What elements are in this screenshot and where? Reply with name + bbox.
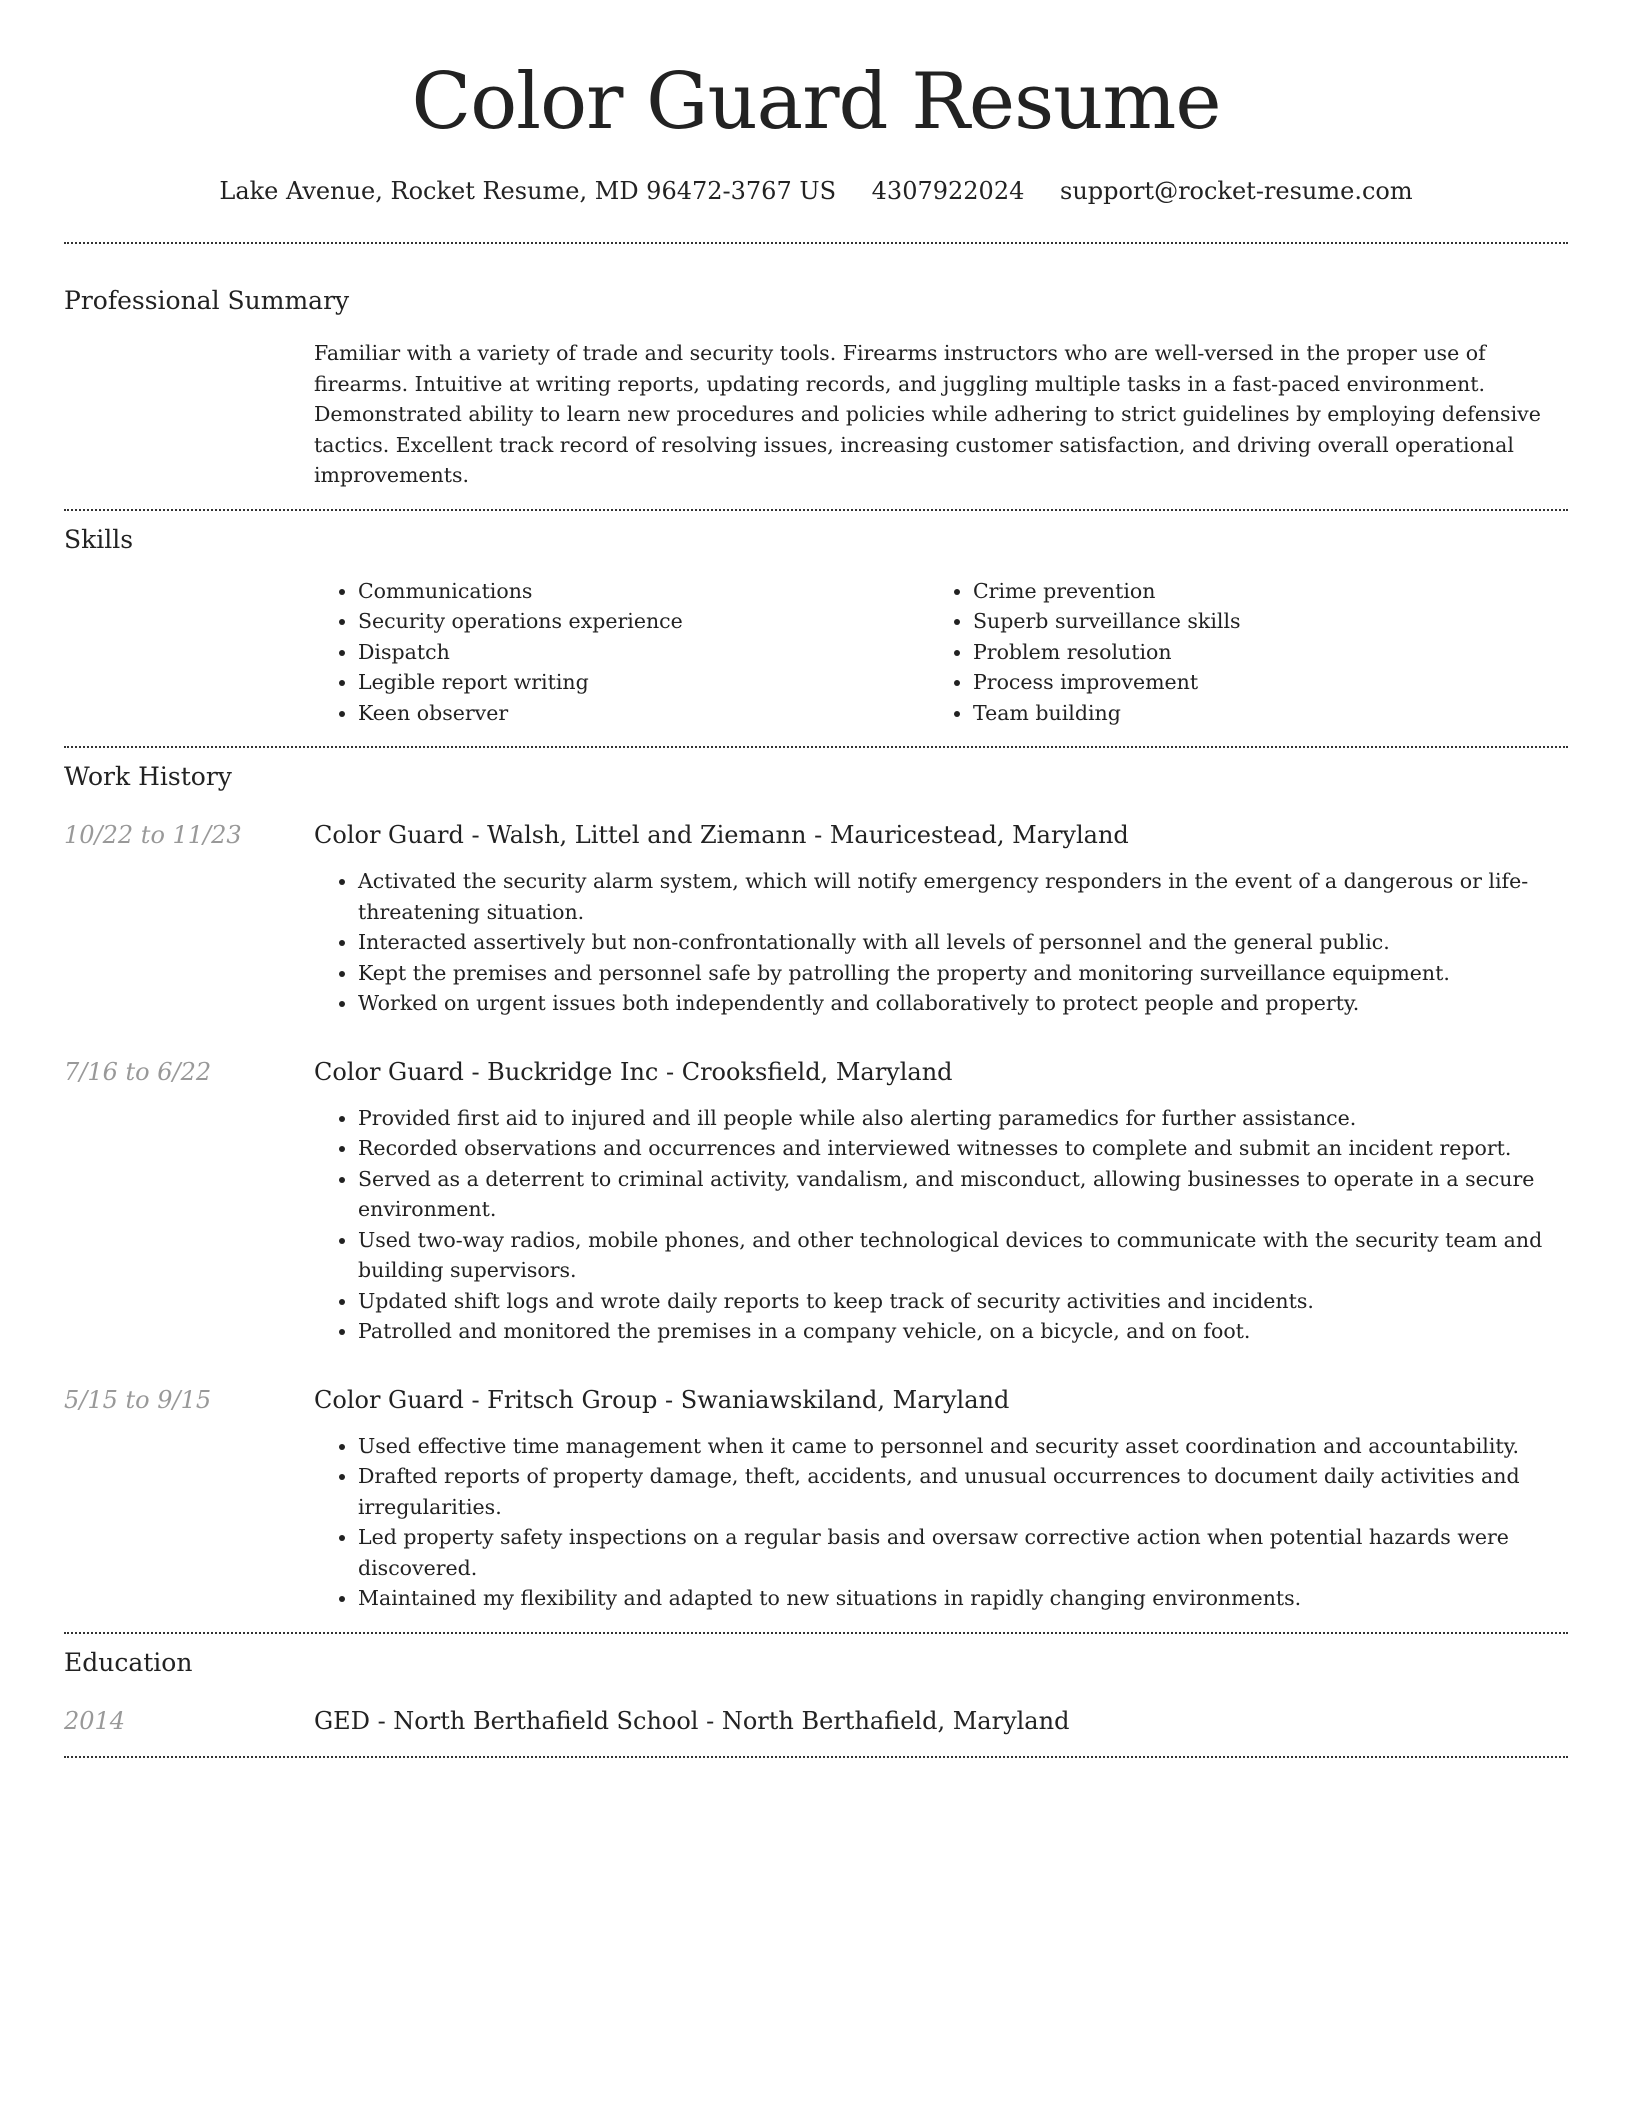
education-title: GED - North Berthafield School - North Berthafield, Maryland — [314, 1706, 1070, 1735]
section-title-skills: Skills — [64, 524, 134, 554]
job-entry — [64, 1055, 1568, 1347]
job-date: 7/16 to 6/22 — [64, 1057, 212, 1086]
job-bullet: • Activated the security alarm system, which will notify emergency responders in the event of a dangerous or life-threatening situation. — [358, 866, 1568, 927]
job-bullet: • Used two-way radios, mobile phones, and other technological devices to communicate with the security team and building supervisors. — [358, 1225, 1568, 1286]
skills-section — [64, 511, 1568, 729]
education-entry — [64, 1704, 1568, 1738]
education-date: 2014 — [64, 1706, 126, 1735]
job-bullet: • Updated shift logs and wrote daily reports to keep track of security activities and incidents. — [358, 1286, 1568, 1317]
job-bullet: • Led property safety inspections on a regular basis and oversaw corrective action when potential hazards were discovered. — [358, 1522, 1568, 1583]
job-bullet: • Interacted assertively but non-confrontationally with all levels of personnel and the general public. — [358, 927, 1568, 958]
section-title-summary: Professional Summary — [64, 286, 350, 315]
job-bullet: • Used effective time management when it came to personnel and security asset coordination and accountability. — [358, 1431, 1568, 1462]
job-bullet: • Patrolled and monitored the premises in a company vehicle, on a bicycle, and on foot. — [358, 1316, 1568, 1347]
skill-item: • Team building — [973, 698, 1543, 729]
job-date: 5/15 to 9/15 — [64, 1385, 212, 1414]
contact-phone: 4307922024 — [871, 177, 1025, 205]
job-date: 10/22 to 11/23 — [64, 821, 242, 849]
job-entry — [64, 1383, 1568, 1614]
job-bullet: • Worked on urgent issues both independently and collaboratively to protect people and property. — [358, 988, 1568, 1019]
skill-item: • Dispatch — [358, 637, 929, 668]
job-entry — [64, 818, 1568, 1019]
skill-item: • Process improvement — [973, 667, 1543, 698]
skill-item: • Crime prevention — [973, 576, 1543, 607]
job-bullet: • Drafted reports of property damage, theft, accidents, and unusual occurrences to document daily activities and irregularities. — [358, 1461, 1568, 1522]
contact-address: Lake Avenue, Rocket Resume, MD 96472-3767 US — [219, 177, 837, 205]
job-bullet: • Recorded observations and occurrences and interviewed witnesses to complete and submit an incident report. — [358, 1133, 1568, 1164]
job-bullets — [314, 1103, 1568, 1347]
contact-line — [64, 174, 1568, 208]
skill-item: • Communications — [358, 576, 929, 607]
summary-section — [64, 244, 1568, 491]
work-section — [64, 748, 1568, 1614]
skill-item: • Keen observer — [358, 698, 929, 729]
education-section — [64, 1634, 1568, 1738]
job-title: Color Guard - Fritsch Group - Swaniawskiland, Maryland — [314, 1385, 1010, 1414]
skills-list-left — [314, 576, 929, 729]
skill-item: • Security operations experience — [358, 606, 929, 637]
contact-email: support@rocket-resume.com — [1060, 177, 1413, 205]
job-title: Color Guard - Walsh, Littel and Ziemann - Mauricestead, Maryland — [314, 821, 1129, 849]
resume-title: Color Guard Resume — [411, 57, 1221, 147]
job-bullets — [314, 866, 1568, 1019]
skill-item: • Superb surveillance skills — [973, 606, 1543, 637]
skill-item: • Problem resolution — [973, 637, 1543, 668]
job-bullet: • Served as a deterrent to criminal activity, vandalism, and misconduct, allowing businesses to operate in a secure environment. — [358, 1164, 1568, 1225]
section-title-education: Education — [64, 1647, 193, 1677]
job-bullet: • Kept the premises and personnel safe by patrolling the property and monitoring surveillance equipment. — [358, 958, 1568, 989]
divider — [64, 1756, 1568, 1758]
section-title-work: Work History — [64, 762, 232, 791]
job-title: Color Guard - Buckridge Inc - Crooksfield, Maryland — [314, 1057, 953, 1086]
job-bullet: • Maintained my flexibility and adapted to new situations in rapidly changing environments. — [358, 1583, 1568, 1614]
skill-item: • Legible report writing — [358, 667, 929, 698]
skills-list-right — [929, 576, 1543, 729]
summary-text: Familiar with a variety of trade and security tools. Firearms instructors who are well-versed in the proper use of firearms. Intuitive at writing reports, updating records, and juggling multiple tasks in a fast-paced environment. Demonstrated ability to learn new procedures and policies while adhering to strict guidelines by employing defensive tactics. Excellent track record of resolving issues, increasing customer satisfaction, and driving overall operational improvements. — [314, 341, 1541, 487]
job-bullets — [314, 1431, 1568, 1614]
job-bullet: • Provided first aid to injured and ill people while also alerting paramedics for further assistance. — [358, 1103, 1568, 1134]
